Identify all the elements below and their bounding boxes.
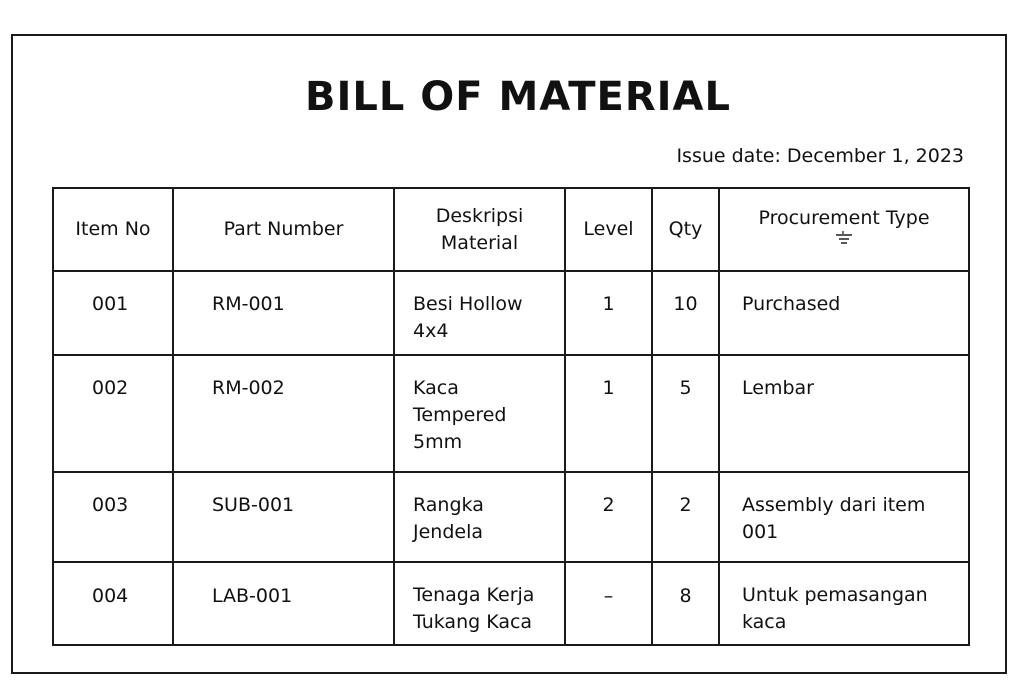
table-row [53,472,969,562]
cell-level: 1 [565,355,652,472]
cell-part-number: RM-002 [173,355,394,472]
cell-description-line: 4x4 [413,320,449,342]
cell-qty: 8 [652,562,719,645]
cell-procurement-line: Untuk pemasangan [742,584,928,606]
table-row [53,562,969,645]
issue-date: Issue date: December 1, 2023 [676,145,964,167]
cell-item-no: 004 [53,562,173,645]
cell-description-line: 5mm [413,431,463,453]
cell-procurement-line: 001 [742,521,779,543]
cell-description-line: Tukang Kaca [413,611,533,633]
header-description-line1: Deskripsi [435,204,524,227]
header-level: Level [565,188,652,271]
cell-part-number: LAB-001 [173,562,394,645]
table-header-row [53,188,969,271]
table-row [53,355,969,472]
header-procurement-type [719,188,969,271]
cell-procurement-line: Purchased [742,293,841,315]
cell-description-line: Jendela [413,521,484,543]
cell-item-no: 003 [53,472,173,562]
header-qty: Qty [652,188,719,271]
cell-item-no: 001 [53,271,173,355]
cell-procurement-line: kaca [742,611,787,633]
cell-description-line: Tenaga Kerja [413,584,535,606]
cell-description-line: Besi Hollow [413,293,523,315]
cell-description [394,271,565,355]
cell-description [394,472,565,562]
cell-description-line: Rangka [413,494,484,516]
cell-procurement-type [719,472,969,562]
cell-qty: 10 [652,271,719,355]
cell-part-number: SUB-001 [173,472,394,562]
header-part-number: Part Number [173,188,394,271]
cell-level: 2 [565,472,652,562]
cell-description-line: Tempered [413,404,507,426]
cell-description-line: Kaca [413,377,459,399]
cell-description [394,562,565,645]
cell-description [394,355,565,472]
cell-procurement-line: Assembly dari item [742,494,926,516]
header-item-no: Item No [53,188,173,271]
cell-level: – [565,562,652,645]
cell-procurement-line: Lembar [742,377,814,399]
cell-procurement-type [719,562,969,645]
bom-table [52,187,970,646]
document-title: BILL OF MATERIAL [305,74,731,120]
header-procurement-type-label: Procurement Type [758,207,930,229]
header-description-line2: Material [440,231,519,254]
header-description [394,188,565,271]
cell-qty: 5 [652,355,719,472]
cell-qty: 2 [652,472,719,562]
filter-icon[interactable] [835,231,853,245]
cell-procurement-type [719,271,969,355]
cell-item-no: 002 [53,355,173,472]
cell-procurement-type [719,355,969,472]
cell-part-number: RM-001 [173,271,394,355]
cell-level: 1 [565,271,652,355]
table-row [53,271,969,355]
